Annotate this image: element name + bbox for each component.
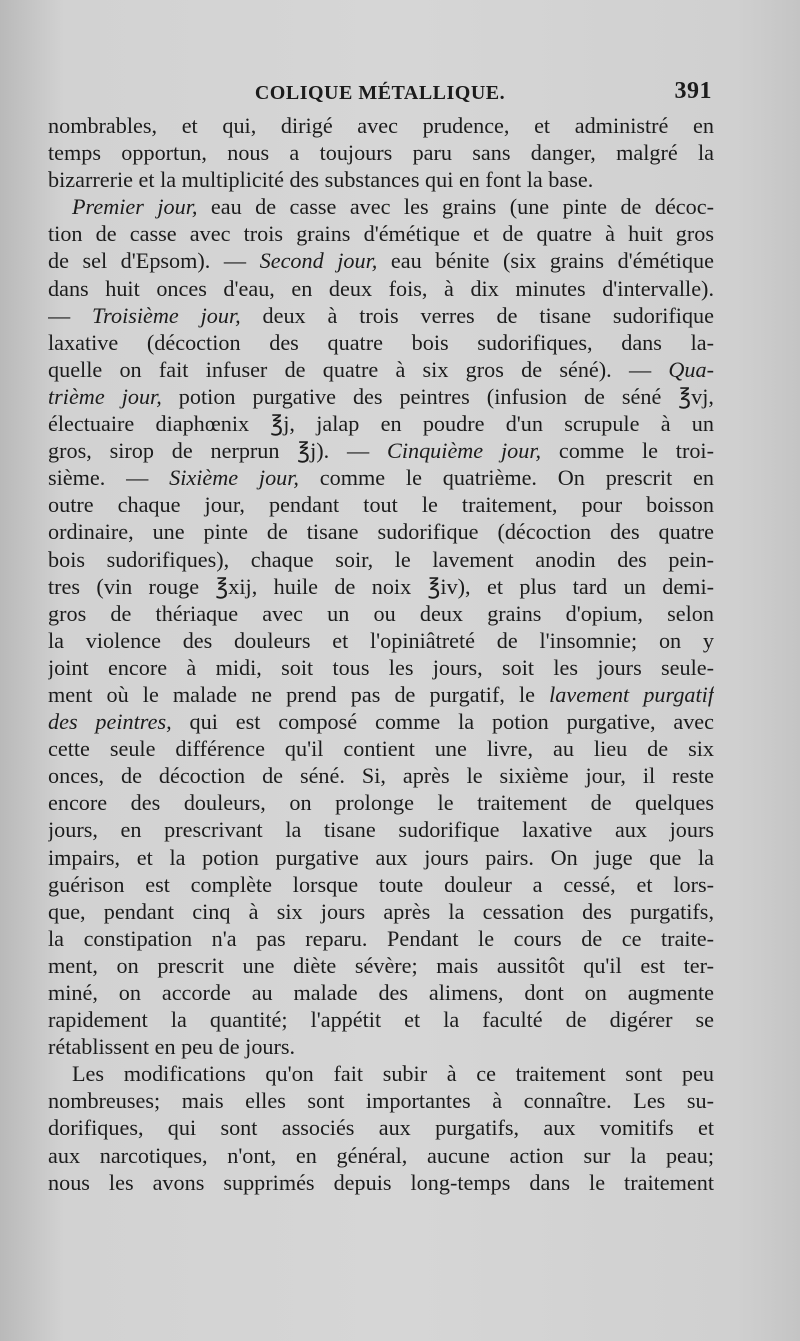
italic-text: des peintres, xyxy=(48,709,172,735)
text-line xyxy=(48,573,714,600)
text-line xyxy=(48,546,714,573)
text-run: temps opportun, nous a toujours paru sans danger, malgré la xyxy=(48,140,714,166)
text-line xyxy=(48,1087,714,1114)
text-line xyxy=(48,735,714,762)
text-line xyxy=(48,329,714,356)
text-run: la violence des douleurs et l'opiniâtreté de l'insomnie; on y xyxy=(48,627,714,653)
text-run: rapidement la quantité; l'appétit et la faculté de digérer se xyxy=(48,1007,714,1033)
italic-text: Troisième jour, xyxy=(92,302,241,328)
text-run: bizarrerie et la multiplicité des substances qui en font la base. xyxy=(48,167,594,193)
text-run: aux narcotiques, n'ont, en général, aucune action sur la peau; xyxy=(48,1142,714,1168)
text-line xyxy=(48,1142,714,1169)
text-line xyxy=(48,844,714,871)
text-line xyxy=(48,166,714,193)
text-line xyxy=(48,871,714,898)
italic-text: Sixième jour, xyxy=(169,465,299,491)
text-run: tion de casse avec trois grains d'émétique et de quatre à huit gros xyxy=(48,221,714,247)
text-line xyxy=(48,952,714,979)
text-line xyxy=(48,275,714,302)
text-run: qui est composé comme la potion purgative, avec xyxy=(171,709,714,735)
text-run: rétablissent en peu de jours. xyxy=(48,1034,296,1060)
text-line xyxy=(48,979,714,1006)
text-line xyxy=(48,383,714,410)
text-run: sième. — xyxy=(48,465,170,491)
text-run: cette seule différence qu'il contient une livre, au lieu de six xyxy=(48,736,714,762)
text-run: ordinaire, une pinte de tisane sudorifique (décoction des quatre xyxy=(48,519,714,545)
text-run: comme le troi- xyxy=(541,438,714,464)
text-run: — xyxy=(48,302,93,328)
text-line xyxy=(48,193,714,220)
text-line xyxy=(48,816,714,843)
text-line xyxy=(48,627,714,654)
text-run: que, pendant cinq à six jours après la cessation des purgatifs, xyxy=(48,898,714,924)
text-run: nous les avons supprimés depuis long-temps dans le traitement xyxy=(48,1169,714,1195)
text-run: ment, on prescrit une diète sévère; mais aussitôt qu'il est ter- xyxy=(48,952,714,978)
text-line xyxy=(48,1006,714,1033)
text-line xyxy=(48,1169,714,1196)
text-line xyxy=(48,247,714,274)
italic-text: trième jour, xyxy=(48,383,162,409)
text-line xyxy=(48,302,714,329)
text-run: outre chaque jour, pendant tout le traitement, pour boisson xyxy=(48,492,714,518)
text-line xyxy=(48,220,714,247)
text-run: nombreuses; mais elles sont importantes à connaître. Les su- xyxy=(48,1088,714,1114)
text-line xyxy=(48,1060,714,1087)
page-number: 391 xyxy=(674,78,712,104)
text-line xyxy=(48,356,714,383)
text-run: tres (vin rouge ℥xij, huile de noix ℥iv), et plus tard un demi- xyxy=(48,573,714,599)
text-run: jours, en prescrivant la tisane sudorifique laxative aux jours xyxy=(48,817,714,843)
italic-text: lavement purgatif xyxy=(549,681,714,707)
italic-text: Premier jour, xyxy=(72,194,198,220)
text-line xyxy=(48,708,714,735)
text-line xyxy=(48,464,714,491)
text-line xyxy=(48,898,714,925)
text-run: onces, de décoction de séné. Si, après le sixième jour, il reste xyxy=(48,763,714,789)
text-line xyxy=(48,491,714,518)
text-line xyxy=(48,925,714,952)
body-text xyxy=(48,112,714,1196)
text-line xyxy=(48,654,714,681)
text-run: bois sudorifiques), chaque soir, le lavement anodin des pein- xyxy=(48,546,714,572)
text-line xyxy=(48,437,714,464)
text-line xyxy=(48,139,714,166)
text-line xyxy=(48,681,714,708)
text-line xyxy=(48,789,714,816)
text-run: quelle on fait infuser de quatre à six gros de séné). — xyxy=(48,356,669,382)
text-run: potion purgative des peintres (infusion de séné ℥vj, xyxy=(161,383,714,409)
italic-text: Second jour, xyxy=(259,248,378,274)
text-run: deux à trois verres de tisane sudorifique xyxy=(240,302,714,328)
text-run: ment où le malade ne prend pas de purgatif, le xyxy=(48,681,550,707)
text-run: nombrables, et qui, dirigé avec prudence, et administré en xyxy=(48,113,714,138)
page-header xyxy=(48,76,712,110)
text-run: eau bénite (six grains d'émétique xyxy=(377,248,714,274)
text-run: comme le quatrième. On prescrit en xyxy=(298,465,714,491)
text-run: joint encore à midi, soit tous les jours, soit les jours seule- xyxy=(48,654,714,680)
text-line xyxy=(48,1114,714,1141)
text-line xyxy=(48,1033,714,1060)
running-title: COLIQUE MÉTALLIQUE. xyxy=(254,82,506,104)
text-run: laxative (décoction des quatre bois sudorifiques, dans la- xyxy=(48,329,714,355)
text-run: eau de casse avec les grains (une pinte de décoc- xyxy=(197,194,714,220)
text-run: la constipation n'a pas reparu. Pendant le cours de ce traite- xyxy=(48,925,714,951)
text-line xyxy=(48,518,714,545)
text-run: encore des douleurs, on prolonge le traitement de quelques xyxy=(48,790,714,816)
text-run: de sel d'Epsom). — xyxy=(48,248,260,274)
text-run: miné, on accorde au malade des alimens, dont on augmente xyxy=(48,980,714,1005)
text-run: dans huit onces d'eau, en deux fois, à dix minutes d'intervalle). xyxy=(48,275,714,301)
italic-text: Qua- xyxy=(668,356,714,382)
text-run: gros de thériaque avec un ou deux grains d'opium, selon xyxy=(48,600,714,626)
text-run: électuaire diaphœnix ℥j, jalap en poudre d'un scrupule à un xyxy=(48,411,714,437)
text-run: dorifiques, qui sont associés aux purgatifs, aux vomitifs et xyxy=(48,1115,714,1141)
text-run: Les modifications qu'on fait subir à ce traitement sont peu xyxy=(72,1061,714,1087)
text-line xyxy=(48,600,714,627)
text-run: gros, sirop de nerprun ℥j). — xyxy=(48,438,388,464)
text-line xyxy=(48,410,714,437)
italic-text: Cinquième jour, xyxy=(387,438,542,464)
text-run: guérison est complète lorsque toute douleur a cessé, et lors- xyxy=(48,871,714,897)
text-run: impairs, et la potion purgative aux jours pairs. On juge que la xyxy=(48,844,714,870)
text-line xyxy=(48,112,714,139)
text-line xyxy=(48,762,714,789)
